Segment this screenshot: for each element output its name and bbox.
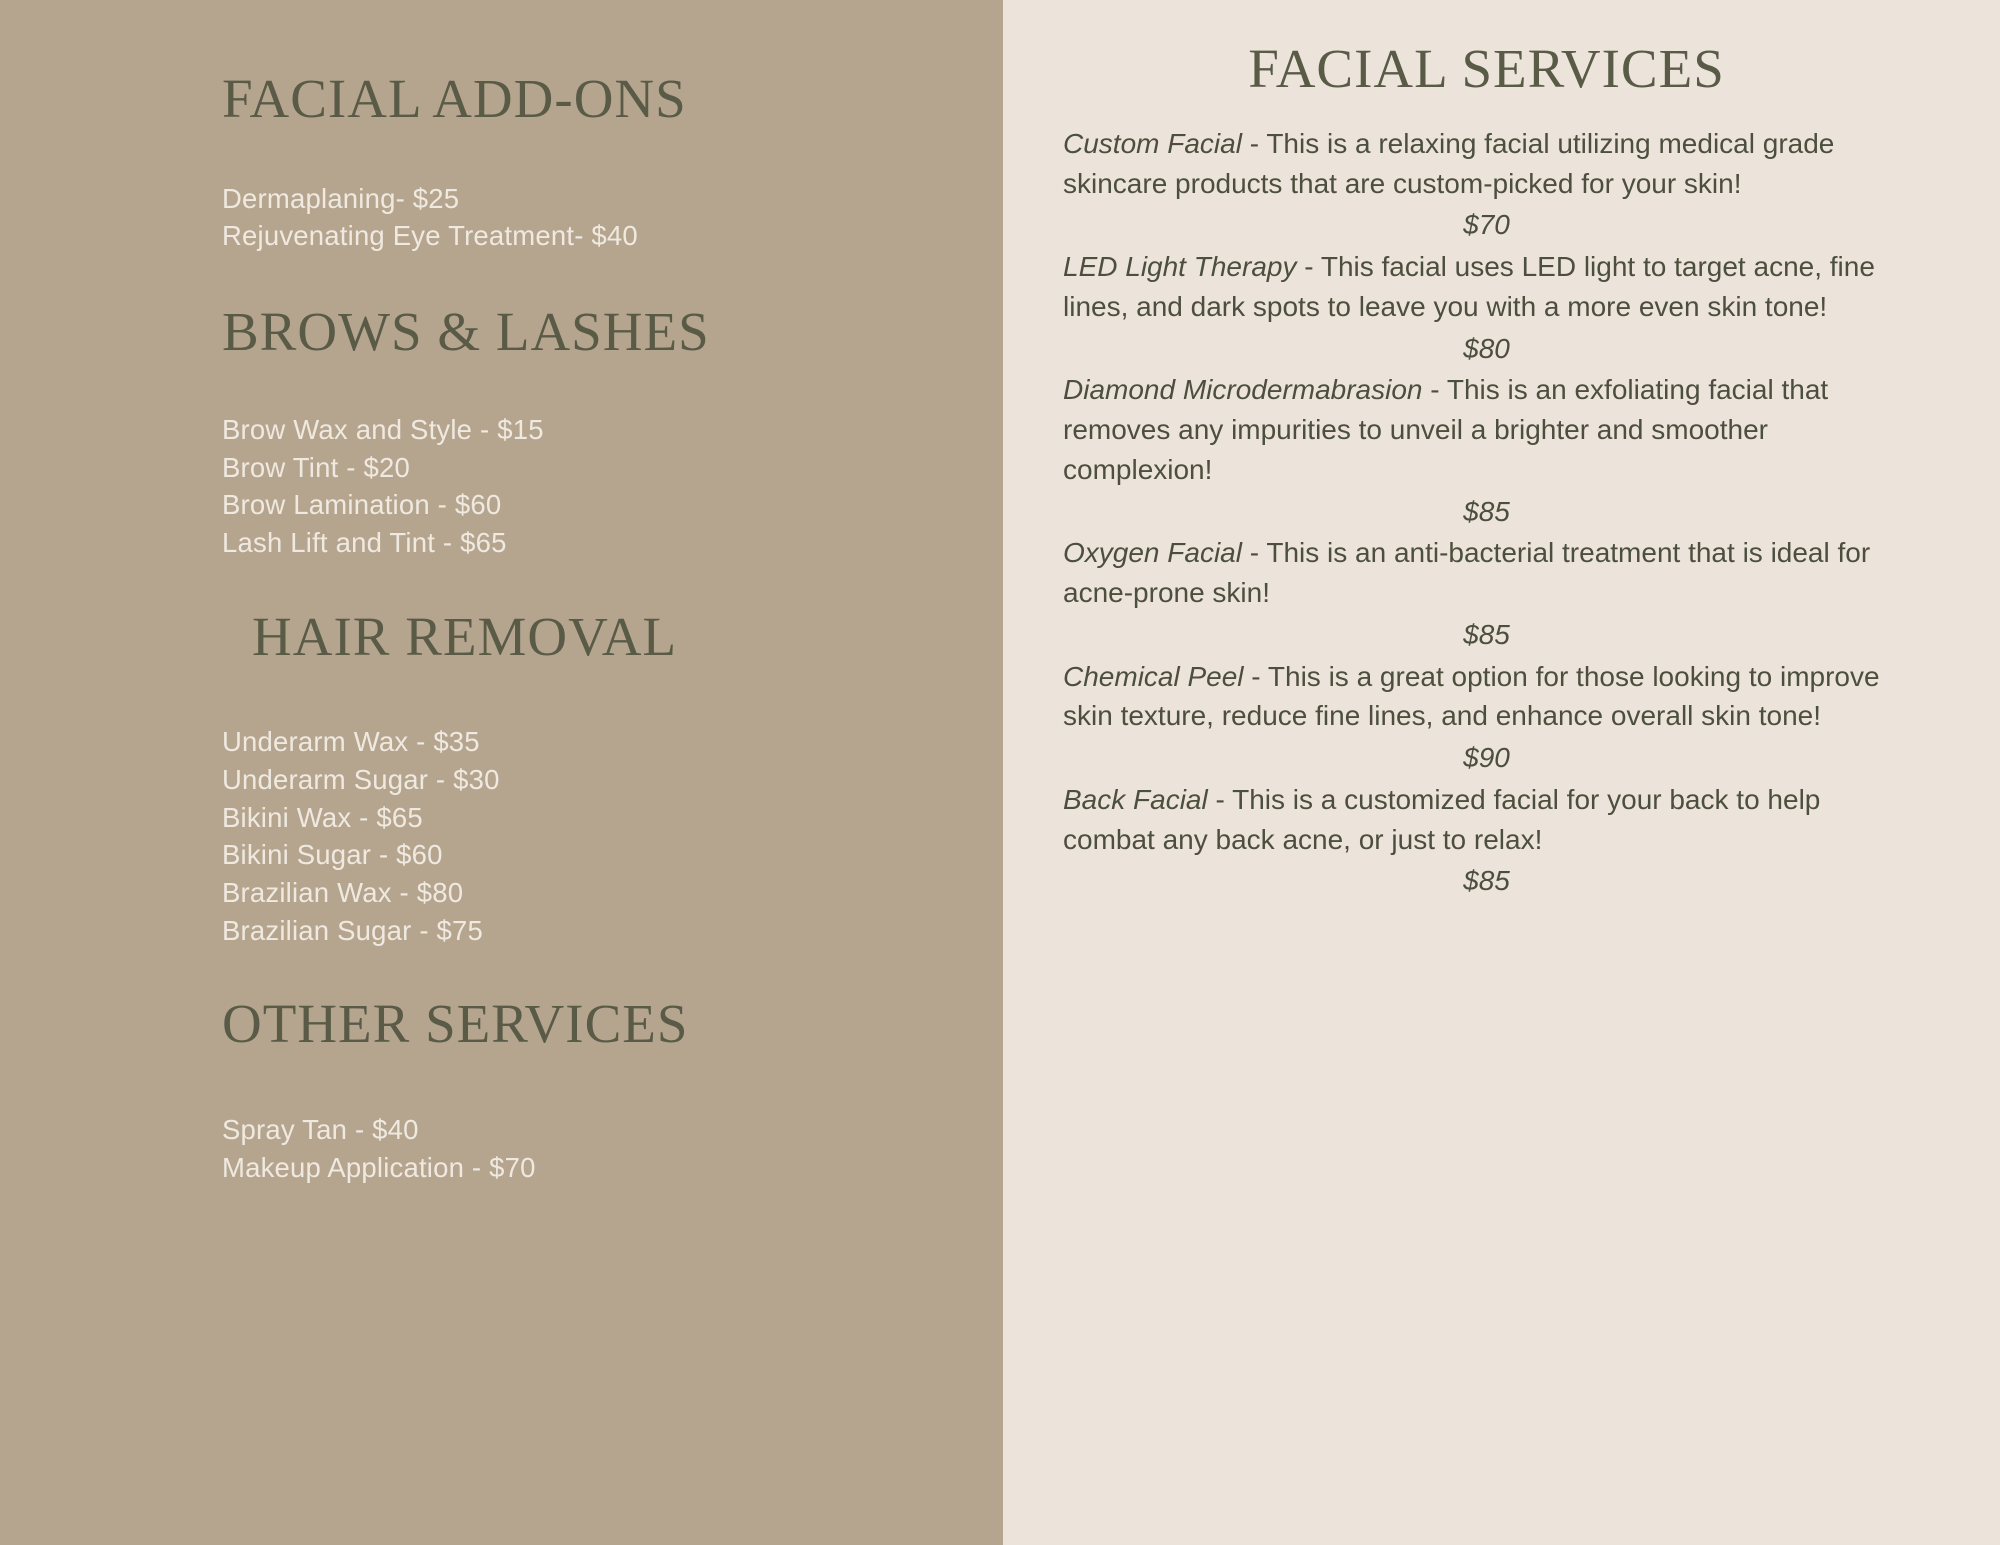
list-item: Underarm Wax - $35 — [222, 726, 480, 758]
service-entry — [1063, 657, 1910, 780]
list-item: Brazilian Sugar - $75 — [222, 914, 484, 946]
service-description: - This is a great option for those looking to improve skin texture, reduce fine lines, and enhance overall skin tone! — [1063, 660, 1880, 732]
list-item: Underarm Sugar - $30 — [222, 763, 500, 795]
list-item: Lash Lift and Tint - $65 — [222, 526, 507, 558]
list-item: Brow Wax and Style - $15 — [222, 413, 544, 445]
service-price: $85 — [1463, 865, 1510, 897]
facial-add-ons-list — [222, 180, 943, 255]
list-item: Brazilian Wax - $80 — [222, 876, 464, 908]
service-entry — [1063, 780, 1910, 903]
list-item: Rejuvenating Eye Treatment- $40 — [222, 220, 638, 252]
list-item: Brow Lamination - $60 — [222, 489, 502, 521]
list-item: Brow Tint - $20 — [222, 451, 410, 483]
other-services-list — [222, 1111, 943, 1186]
section-title-facial-add-ons: FACIAL ADD-ONS — [222, 68, 687, 129]
right-column — [1003, 0, 2000, 1545]
list-item: Bikini Sugar - $60 — [222, 839, 443, 871]
page-title: FACIAL SERVICES — [1248, 38, 1725, 99]
service-entry — [1063, 370, 1910, 533]
service-description: - This is a customized facial for your back to help combat any back acne, or just to relax! — [1063, 783, 1821, 855]
service-price: $90 — [1463, 742, 1510, 773]
service-name: Oxygen Facial — [1063, 537, 1242, 569]
service-name: Chemical Peel — [1063, 660, 1244, 692]
brows-lashes-list — [222, 411, 943, 562]
service-price: $80 — [1463, 332, 1510, 364]
service-description: - This is an anti-bacterial treatment that is ideal for acne-prone skin! — [1063, 537, 1871, 608]
section-title-other-services: OTHER SERVICES — [222, 993, 689, 1055]
service-name: Custom Facial — [1063, 127, 1242, 159]
section-title-brows-lashes: BROWS & LASHES — [222, 301, 710, 363]
service-entry — [1063, 533, 1910, 656]
hair-removal-list — [222, 723, 943, 949]
list-item: Spray Tan - $40 — [222, 1114, 419, 1146]
list-item: Dermaplaning- $25 — [222, 182, 460, 214]
service-description: - This is an exfoliating facial that removes any impurities to unveil a brighter and smoother complexion! — [1063, 374, 1829, 485]
service-entry — [1063, 124, 1910, 247]
section-title-hair-removal: HAIR REMOVAL — [252, 605, 678, 667]
service-name: Back Facial — [1063, 783, 1208, 815]
list-item: Makeup Application - $70 — [222, 1151, 536, 1183]
service-description: - This is a relaxing facial utilizing medical grade skincare products that are custom-picked for your skin! — [1063, 127, 1835, 199]
service-name: Diamond Microdermabrasion — [1063, 374, 1423, 406]
service-price: $70 — [1463, 209, 1510, 241]
service-price: $85 — [1463, 618, 1510, 650]
list-item: Bikini Wax - $65 — [222, 801, 423, 833]
service-entry — [1063, 247, 1910, 370]
service-name: LED Light Therapy — [1063, 251, 1297, 282]
service-description: - This facial uses LED light to target acne, fine lines, and dark spots to leave you with a more even skin tone! — [1063, 251, 1875, 322]
service-price: $85 — [1463, 495, 1510, 527]
